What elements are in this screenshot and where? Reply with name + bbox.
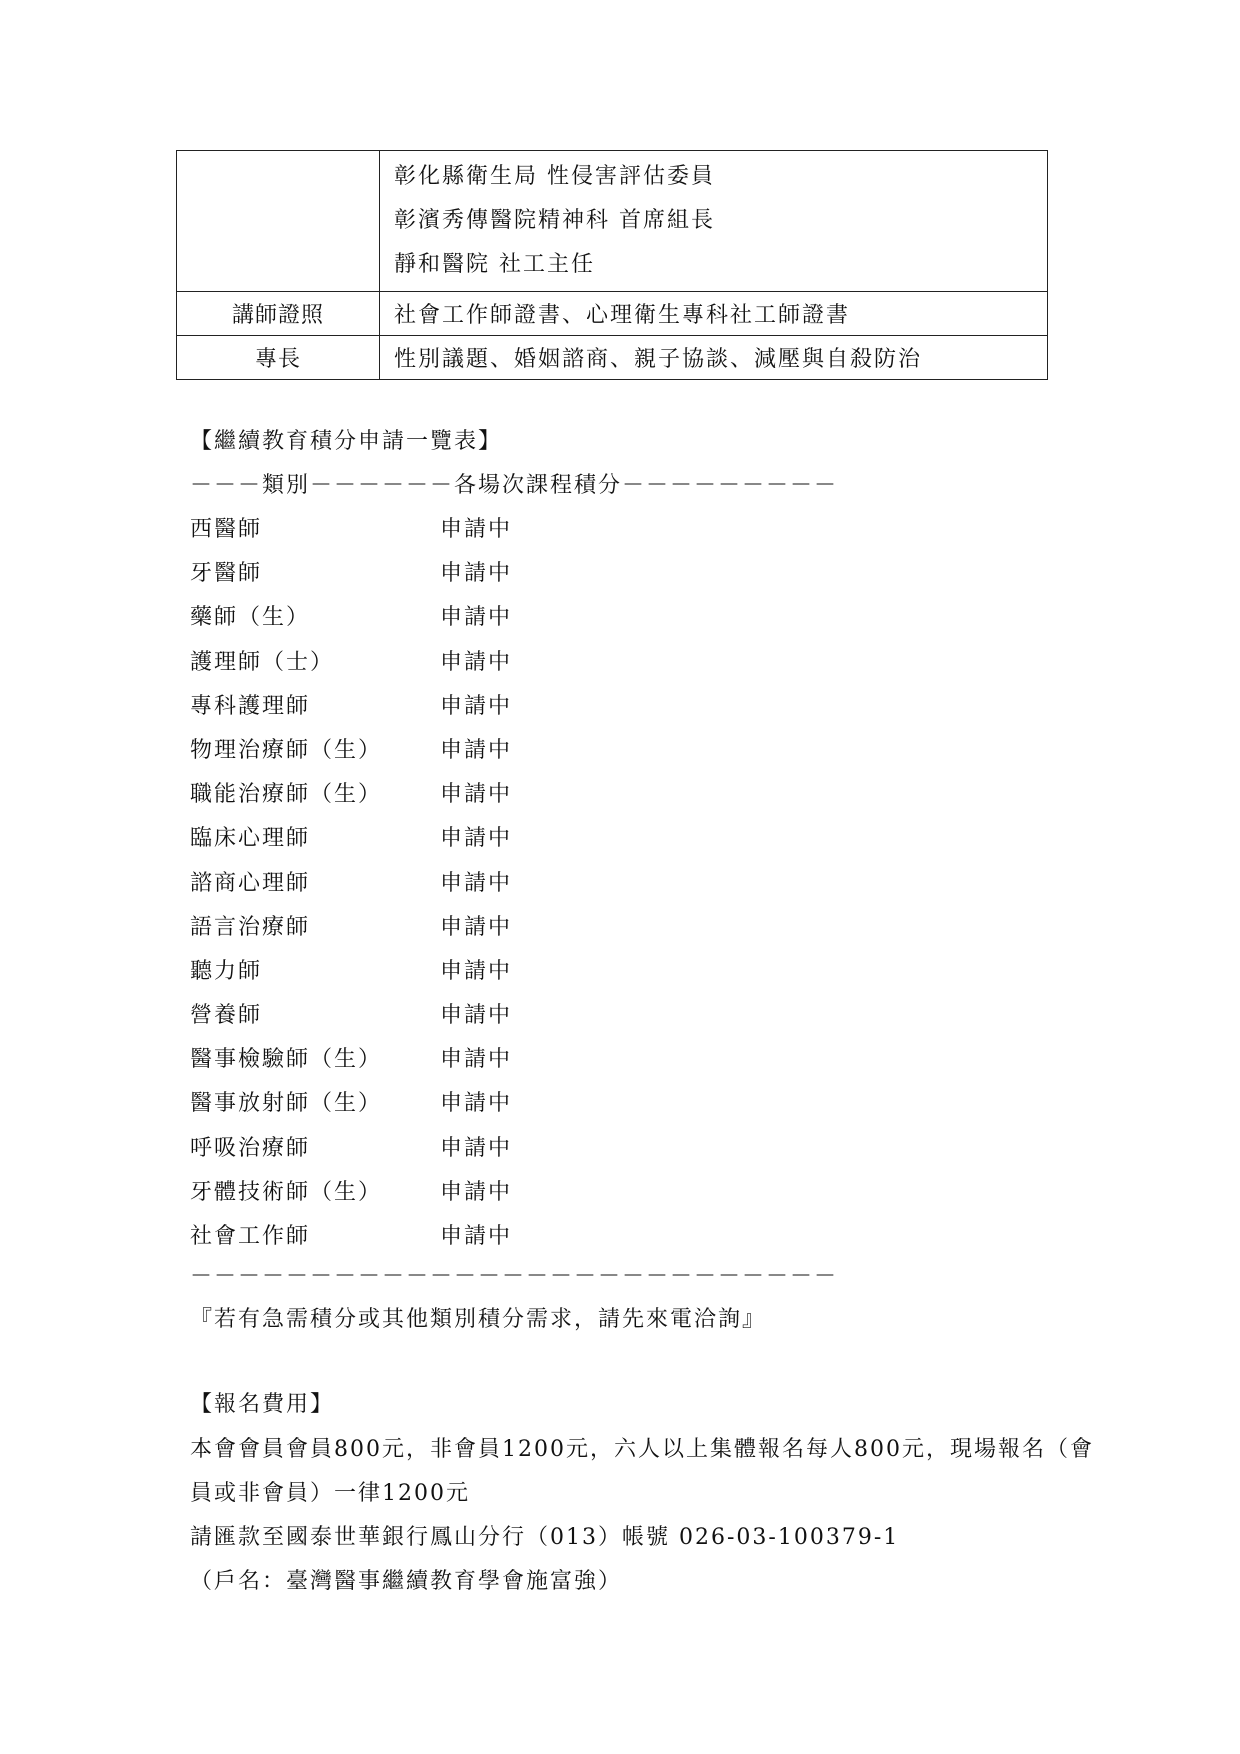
credits-section-title: 【繼續教育積分申請一覽表】 xyxy=(190,429,503,454)
fee-details xyxy=(190,1428,1094,1604)
certificate-label: 講師證照 xyxy=(177,292,380,336)
fee-section-title: 【報名費用】 xyxy=(190,1392,335,1417)
credit-category: 聽力師 xyxy=(190,958,263,984)
credit-status: 申請中 xyxy=(440,870,513,896)
position-line: 彰化縣衛生局 性侵害評估委員 xyxy=(394,164,715,189)
credit-status: 申請中 xyxy=(440,517,513,542)
positions-label-cell xyxy=(177,151,380,292)
credit-category: 藥師（生） xyxy=(190,605,311,631)
bank-transfer-line: 請匯款至國泰世華銀行鳳山分行（013）帳號 026-03-100379-1 xyxy=(190,1525,900,1550)
positions-value-cell xyxy=(380,151,1048,292)
credit-category: 職能治療師（生） xyxy=(190,782,383,808)
credit-category: 語言治療師 xyxy=(190,914,311,940)
certificate-value: 社會工作師證書、心理衛生專科社工師證書 xyxy=(380,292,1048,336)
credit-category: 牙醫師 xyxy=(190,561,263,587)
credit-category: 醫事檢驗師（生） xyxy=(190,1047,383,1073)
credit-status: 申請中 xyxy=(440,1091,513,1117)
position-line: 靜和醫院 社工主任 xyxy=(394,252,595,277)
credit-category: 諮商心理師 xyxy=(190,870,311,896)
position-line: 彰濱秀傳醫院精神科 首席組長 xyxy=(394,208,715,233)
credit-status: 申請中 xyxy=(440,1224,513,1249)
credit-status: 申請中 xyxy=(440,561,513,587)
instructor-info-table xyxy=(176,150,1048,380)
credit-category: 營養師 xyxy=(190,1003,263,1029)
credit-status: 申請中 xyxy=(440,914,513,940)
credit-status: 申請中 xyxy=(440,782,513,808)
credit-category: 呼吸治療師 xyxy=(190,1135,311,1161)
credit-status: 申請中 xyxy=(440,1135,513,1161)
credit-status: 申請中 xyxy=(440,958,513,984)
credit-status: 申請中 xyxy=(440,1047,513,1073)
credit-status: 申請中 xyxy=(440,605,513,631)
credit-category: 物理治療師（生） xyxy=(190,737,383,763)
credit-category: 臨床心理師 xyxy=(190,826,311,852)
account-name-line: （戶名：臺灣醫事繼續教育學會施富強） xyxy=(190,1569,623,1594)
credit-status: 申請中 xyxy=(440,649,513,675)
credits-footer-rule: －－－－－－－－－－－－－－－－－－－－－－－－－－－ xyxy=(190,1264,839,1289)
credit-status: 申請中 xyxy=(440,1003,513,1029)
credit-category: 西醫師 xyxy=(190,517,263,542)
fee-line: 本會會員會員800元，非會員1200元，六人以上集體報名每人800元，現場報名（會 xyxy=(190,1437,1094,1462)
positions-row xyxy=(177,151,1048,292)
credit-status: 申請中 xyxy=(440,826,513,852)
credits-header-rule: －－－類別－－－－－－各場次課程積分－－－－－－－－－ xyxy=(190,473,839,498)
credit-status: 申請中 xyxy=(440,1179,513,1205)
credit-status: 申請中 xyxy=(440,737,513,763)
credits-note: 『若有急需積分或其他類別積分需求，請先來電洽詢』 xyxy=(190,1307,767,1332)
fee-line: 員或非會員）一律1200元 xyxy=(190,1481,470,1506)
expertise-row xyxy=(177,336,1048,380)
credit-category: 社會工作師 xyxy=(190,1224,311,1249)
credit-category: 護理師（士） xyxy=(190,649,335,675)
expertise-value: 性別議題、婚姻諮商、親子協談、減壓與自殺防治 xyxy=(380,336,1048,380)
expertise-label: 專長 xyxy=(177,336,380,380)
certificate-row xyxy=(177,292,1048,336)
credit-category: 牙體技術師（生） xyxy=(190,1179,383,1205)
credit-status: 申請中 xyxy=(440,693,513,719)
credit-category: 醫事放射師（生） xyxy=(190,1091,383,1117)
credit-category: 專科護理師 xyxy=(190,693,311,719)
